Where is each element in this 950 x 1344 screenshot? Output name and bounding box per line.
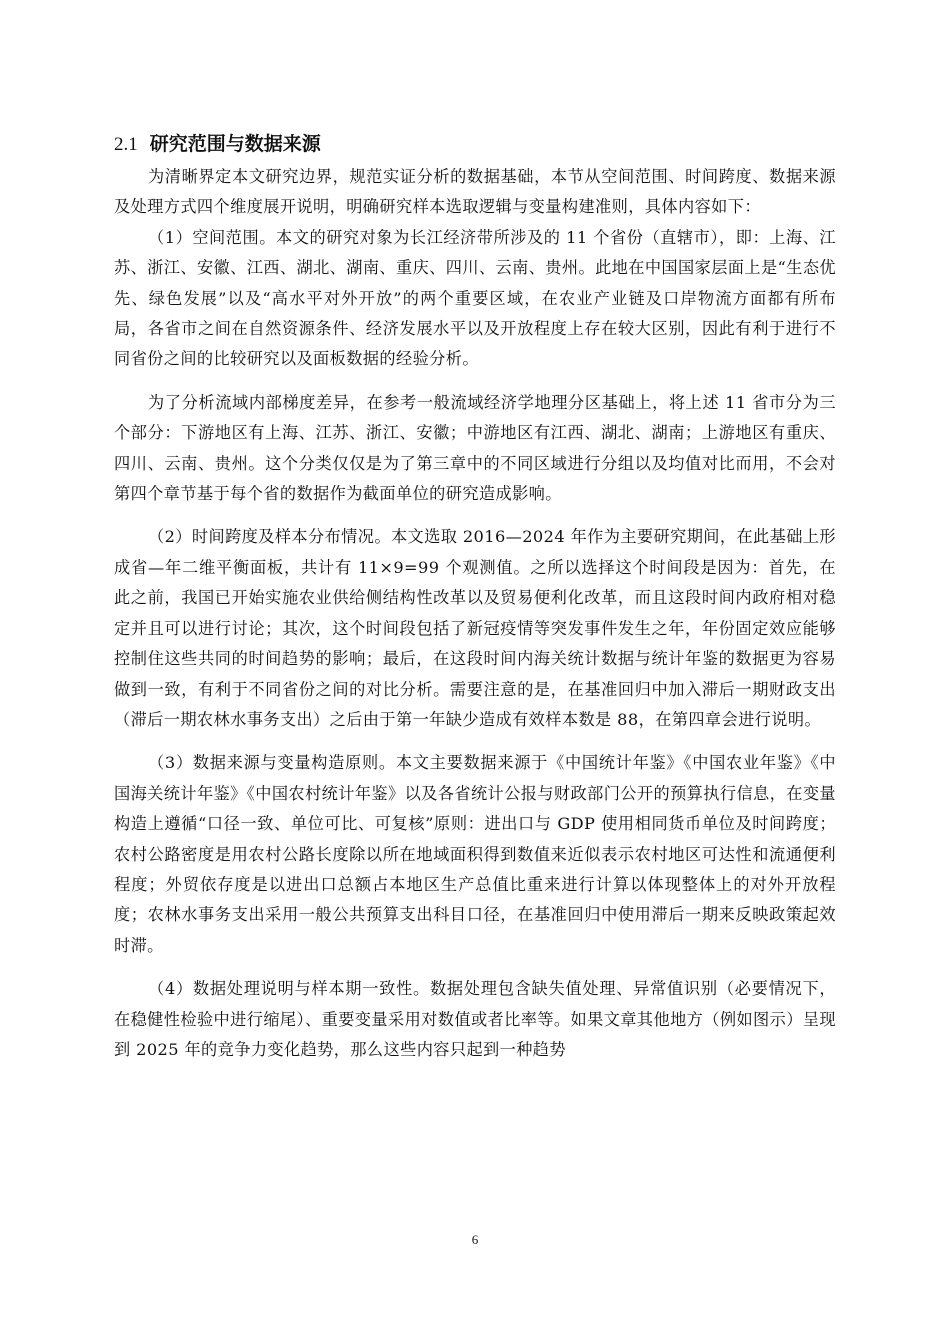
section-number: 2.1: [114, 134, 138, 155]
section-heading: [114, 130, 321, 159]
section-body: [114, 162, 836, 1078]
data-processing-paragraph: （4）数据处理说明与样本期一致性。数据处理包含缺失值处理、异常值识别（必要情况下，在稳健性检验中进行缩尾）、重要变量采用对数值或者比率等。如果文章其他地方（例如图示）呈现到 2025 年的竞争力变化趋势，那么这些内容只起到一种趋势: [114, 979, 836, 1059]
section-title: 研究范围与数据来源: [149, 133, 321, 155]
regional-division-paragraph: 为了分析流域内部梯度差异，在参考一般流域经济学地理分区基础上，将上述 11 省市分为三个部分：下游地区有上海、江苏、浙江、安徽；中游地区有江西、湖北、湖南；上游地区有重庆、四川、云南、贵州。这个分类仅仅是为了第三章中的不同区域进行分组以及均值对比而用，不会对第四个章节基于每个省的数据作为截面单位的研究造成影响。: [114, 392, 836, 504]
time-span-paragraph: （2）时间跨度及样本分布情况。本文选取 2016—2024 年作为主要研究期间，在此基础上形成省—年二维平衡面板，共计有 11×9=99 个观测值。之所以选择这个时间段是因为：首先，在此之前，我国已开始实施农业供给侧结构性改革以及贸易便利化改革，而且这段时间内政府相对稳定并且可以进行讨论；其次，这个时间段包括了新冠疫情等突发事件发生之年，年份固定效应能够控制住这些共同的时间趋势的影响；最后，在这段时间内海关统计数据与统计年鉴的数据更为容易做到一致，有利于不同省份之间的对比分析。需要注意的是，在基准回归中加入滞后一期财政支出（滞后一期农林水事务支出）之后由于第一年缺少造成有效样本数是 88，在第四章会进行说明。: [114, 527, 836, 729]
spatial-scope-paragraph: （1）空间范围。本文的研究对象为长江经济带所涉及的 11 个省份（直辖市），即：上海、江苏、浙江、安徽、江西、湖北、湖南、重庆、四川、云南、贵州。此地在中国国家层面上是“生态优先、绿色发展”以及“高水平对外开放”的两个重要区域，在农业产业链及口岸物流方面都有所布局，各省市之间在自然资源条件、经济发展水平以及开放程度上存在较大区别，因此有利于进行不同省份之间的比较研究以及面板数据的经验分析。: [114, 227, 836, 369]
intro-paragraph: 为清晰界定本文研究边界，规范实证分析的数据基础，本节从空间范围、时间跨度、数据来源及处理方式四个维度展开说明，明确研究样本选取逻辑与变量构建准则，具体内容如下：: [114, 167, 836, 217]
data-source-paragraph: （3）数据来源与变量构造原则。本文主要数据来源于《中国统计年鉴》《中国农业年鉴》《中国海关统计年鉴》《中国农村统计年鉴》以及各省统计公报与财政部门公开的预算执行信息，在变量构造上遵循“口径一致、单位可比、可复核”原则：进出口与 GDP 使用相同货币单位及时间跨度；农村公路密度是用农村公路长度除以所在地域面积得到数值来近似表示农村地区可达性和流通便利程度；外贸依存度是以进出口总额占本地区生产总值比重来进行计算以体现整体上的对外开放程度；农林水事务支出采用一般公共预算支出科目口径，在基准回归中使用滞后一期来反映政策起效时滞。: [114, 753, 836, 955]
page-number: 6: [471, 1232, 479, 1247]
